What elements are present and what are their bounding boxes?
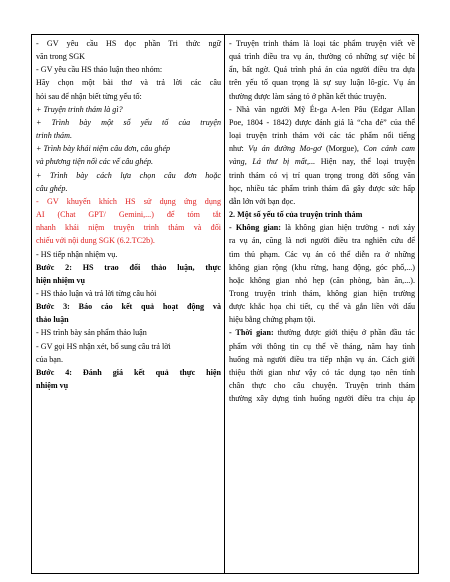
text-segment: phẩm với thông tin cụ thể về tháng, năm hay tình — [229, 341, 415, 351]
content-line — [229, 63, 415, 76]
text-segment: ra vụ án, cũng là nơi người điều tra nghiên cứu để — [229, 236, 415, 246]
text-segment: - Không gian: — [229, 223, 281, 233]
activity-line: - HS thảo luận và trả lời từng câu hỏi — [36, 288, 157, 298]
content-line — [229, 392, 415, 405]
text-segment: Trong truyện trinh thám, không gian hiện trường — [229, 288, 415, 298]
content-line — [229, 50, 415, 63]
teacher-activities-cell — [32, 35, 225, 573]
content-line — [229, 116, 415, 129]
activity-line: - GV yêu cầu HS đọc phần Tri thức ngữ — [36, 39, 221, 48]
content-line — [229, 248, 415, 261]
text-segment: là không gian hiện trường - nơi xảy — [280, 223, 415, 233]
activity-line: - HS tiếp nhận nhiệm vụ. — [36, 249, 118, 259]
content-line — [229, 353, 415, 366]
content-line — [229, 195, 415, 208]
text-segment: như: — [229, 144, 249, 154]
text-segment: tìm thủ phạm. Các vụ án có thể diễn ra ở những — [229, 249, 415, 259]
text-segment: - Truyện trinh thám là loại tác phẩm truyện viết về — [229, 39, 415, 48]
content-line — [229, 313, 415, 326]
text-segment: Vụ án đường Mo-gơ — [248, 144, 322, 154]
activity-line: và phương tiện nối các vế câu ghép. — [36, 157, 154, 167]
content-line — [229, 300, 415, 313]
activity-line: hỏi sau để nhận biết từng yếu tố: — [36, 91, 142, 101]
text-segment: thường được làm sáng tỏ ở phần kết thúc truyện. — [229, 91, 387, 101]
activity-line: hiện nhiệm vụ — [36, 275, 86, 285]
text-segment: huống mà người điều tra tiếp nhận vụ án. Cách giới — [229, 354, 415, 364]
activity-line: Hãy chọn một bài thơ và trả lời các câu — [36, 78, 221, 88]
content-line — [229, 261, 415, 274]
content-line — [229, 274, 415, 287]
content-line — [229, 234, 415, 247]
activity-line: + Trình bày một số yếu tố của truyện — [36, 117, 221, 127]
text-segment: được khắc họa chi tiết, cụ thể và gắn liền với dấu — [229, 302, 415, 312]
activity-line: của bạn. — [36, 354, 63, 364]
content-line — [229, 208, 415, 221]
activity-line: nhanh khái niệm truyện trinh thám và đối — [36, 223, 221, 233]
text-segment: (Morgue), — [321, 144, 364, 154]
text-segment: học, nhiều tác phẩm trinh thám đã gây được sức hấp — [229, 183, 415, 193]
text-segment: dẫn lớn với bạn đọc. — [229, 196, 296, 206]
text-segment: 2. Một số yếu tố của truyện trinh thám — [229, 210, 363, 220]
text-segment: thường xây dựng tình huống người điều tra chịu áp — [229, 394, 415, 404]
content-line — [229, 182, 415, 195]
text-segment: ẩn, bất ngờ. Quá trình phá án của người điều tra dựa — [229, 65, 415, 75]
text-segment: thiệu thời gian như vậy có tác dụng tạo nên tính — [229, 367, 415, 377]
activity-line: nhiệm vụ — [36, 381, 69, 391]
text-segment: hiệu bằng chứng phạm tội. — [229, 315, 316, 325]
activity-line: thảo luận — [36, 315, 69, 325]
content-line — [229, 326, 415, 339]
text-segment: hoặc không gian nhỏ hẹp (căn phòng, bàn ăn,...). — [229, 275, 415, 285]
content-line — [229, 142, 415, 155]
lesson-table — [31, 34, 419, 574]
activity-line: Bước 4: Đánh giá kết quả thực hiện — [36, 367, 221, 377]
text-segment: loại truyện trinh thám với các tác phẩm nổi tiếng — [229, 131, 415, 141]
content-line — [229, 366, 415, 379]
content-line — [229, 169, 415, 182]
activity-line: Bước 2: HS trao đổi thảo luận, thực — [36, 262, 221, 272]
text-segment: Poe, 1804 - 1842) được đánh giá là “cha đẻ” của thể — [229, 117, 415, 127]
text-segment: - Thời gian: — [229, 328, 274, 338]
content-line — [229, 340, 415, 353]
text-segment: chân thực cho câu chuyện. Truyện trinh thám — [229, 381, 415, 391]
activity-line: Bước 3: Báo cáo kết quả hoạt động và — [36, 302, 221, 312]
content-line — [229, 76, 415, 89]
text-segment: vàng, Lá thư bị mất,... — [229, 157, 316, 167]
activity-line: - HS trình bày sản phẩm thảo luận — [36, 328, 147, 338]
activity-line: + Truyện trinh thám là gì? — [36, 104, 123, 114]
activity-line: + Trình bày cách lựa chọn câu đơn hoặc — [36, 170, 221, 180]
content-line — [229, 155, 415, 168]
text-segment: không gian rộng (khu rừng, hang động, góc phố,...) — [229, 262, 415, 272]
activity-line: câu ghép. — [36, 183, 68, 193]
activity-line: - GV gọi HS nhận xét, bổ sung câu trả lời — [36, 341, 171, 351]
content-line — [229, 90, 415, 103]
activity-line: chiếu với nội dung SGK (6.2.TC2b). — [36, 236, 155, 246]
text-segment: - Nhà văn người Mỹ Ét-ga A-len Pâu (Edgar Allan — [229, 104, 415, 114]
content-line — [229, 103, 415, 116]
text-segment: thường được giới thiệu ở phần đầu tác — [273, 328, 415, 338]
activity-line: + Trình bày khái niệm câu đơn, câu ghép — [36, 144, 171, 154]
activity-line: trinh thám. — [36, 131, 72, 141]
activity-line: - GV khuyến khích HS sử dụng ứng dụng — [36, 196, 221, 206]
activity-line: - GV yêu cầu HS thảo luận theo nhóm: — [36, 65, 163, 75]
knowledge-content-cell — [225, 35, 418, 573]
text-segment: Con cánh cam — [363, 144, 415, 154]
content-line — [229, 37, 415, 50]
text-segment: quá trình điều tra vụ án, thường có những sự việc bí — [229, 52, 415, 62]
text-segment: Hiện nay, thể loại truyện — [315, 157, 415, 167]
content-line — [229, 129, 415, 142]
content-line — [229, 379, 415, 392]
content-line — [229, 221, 415, 234]
text-segment: trinh thám có vị trí quan trọng trong đời sống văn — [229, 170, 415, 180]
activity-line: văn trong SGK — [36, 52, 86, 62]
activity-line: AI (Chat GPT/ Gemini,...) để tóm tắt — [36, 210, 221, 220]
text-segment: trên yếu tố quan trọng là sự suy luận lô-gíc. Vụ án — [229, 78, 415, 88]
content-line — [229, 287, 415, 300]
